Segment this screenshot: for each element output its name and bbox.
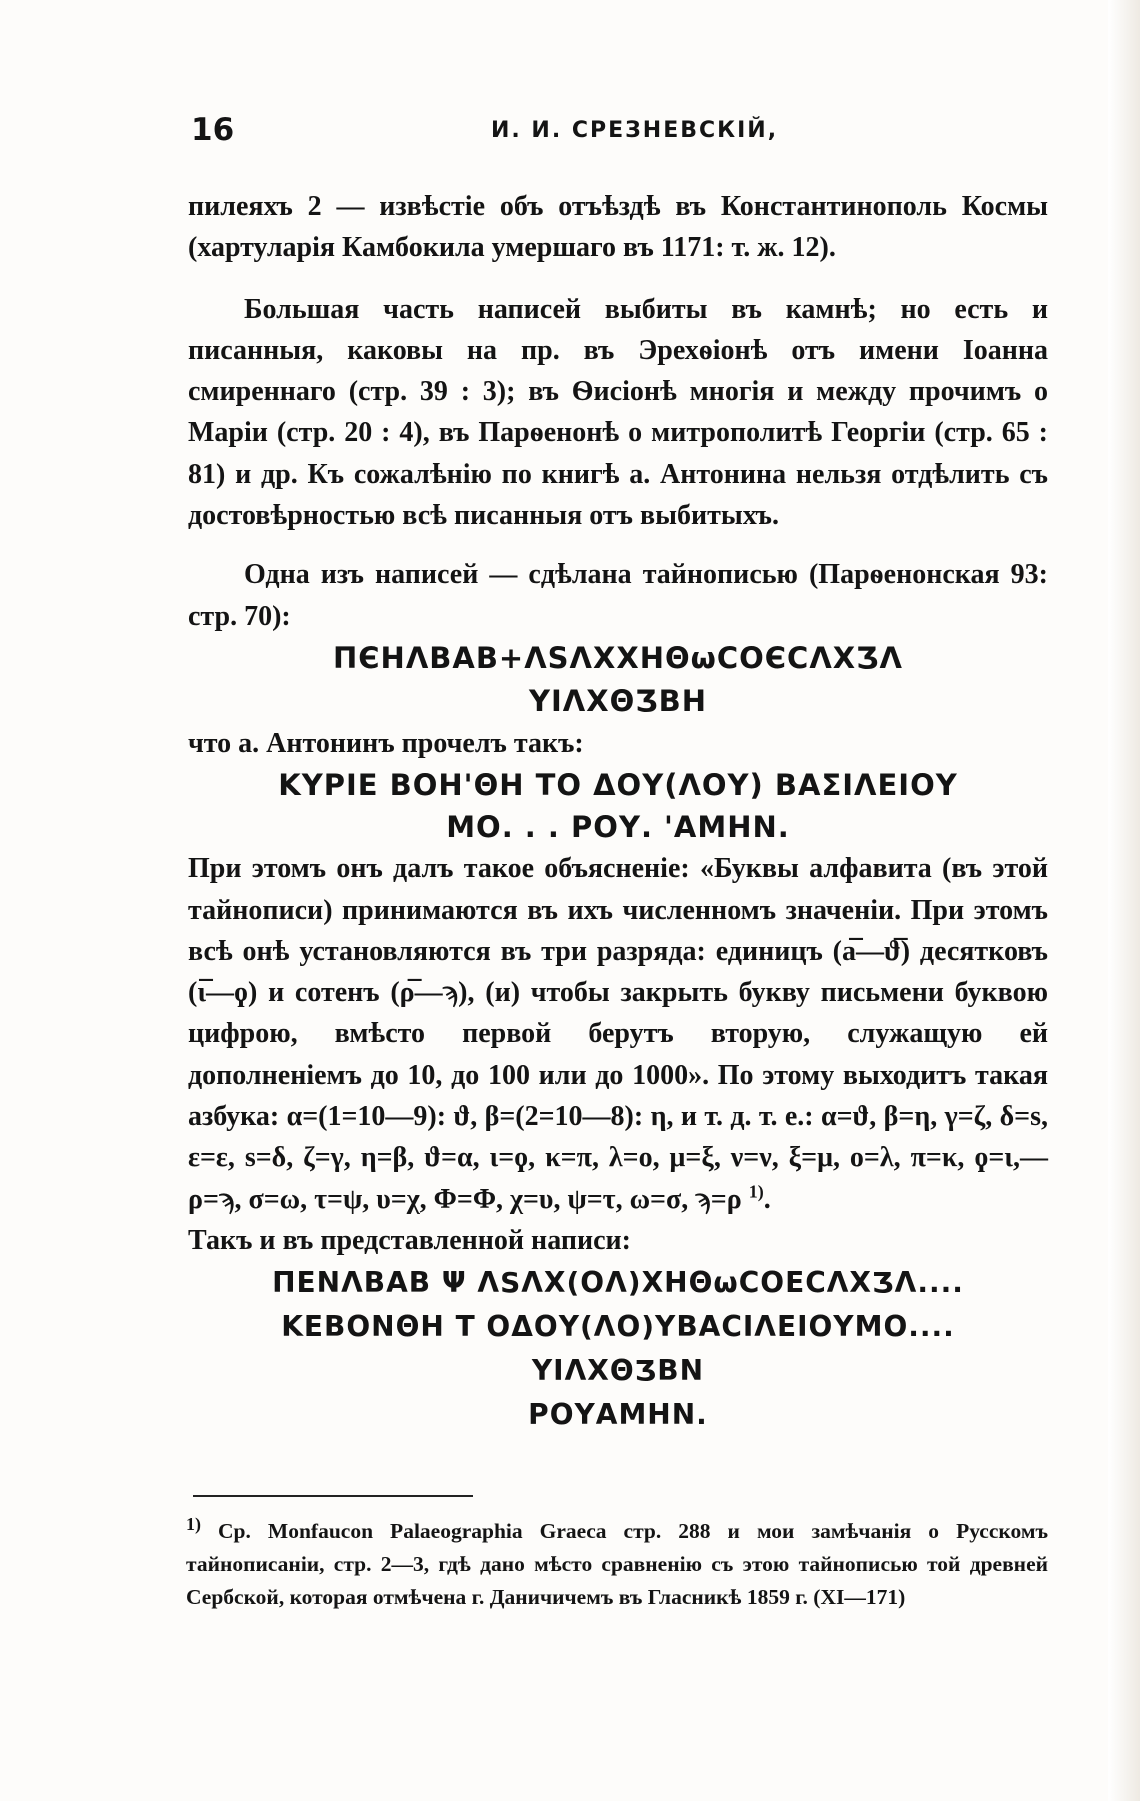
paragraph-6: Такъ и въ представленной написи:	[188, 1224, 631, 1256]
paragraph-5	[188, 848, 1048, 1220]
reading-line-2: ΜΟ. . . ΡΟΥ. 'ΑΜΗΝ.	[446, 810, 790, 845]
main-text	[188, 186, 1048, 1437]
page-header	[191, 112, 1046, 158]
paragraph-5-text: При этомъ онъ далъ такое объясненіе: «Буквы алфавита (въ этой тайнописи) принимаются въ ихъ численномъ значеніи. При этомъ всѣ онѣ установляются въ три разряда: единицъ (а̅—ϑ̅) десятковъ (ι̅—ϙ) и сотенъ (ρ̅—ϡ), (и) чтобы закрыть букву письмени буквою цифрою, вмѣсто первой берутъ вторую, служащую ей дополненіемъ до 10, до 100 или до 1000». По этому выходитъ такая азбука: α=(1=10—9): ϑ, β=(2=10—8): η, и т. д. т. е.: α=ϑ, β=η, γ=ζ, δ=ѕ, ε=ε, ѕ=δ, ζ=γ, η=β, ϑ=α, ι=ϙ, κ=π, λ=ο, μ=ξ, ν=ν, ξ=μ, ο=λ, π=κ, ϙ=ι,— ρ=ϡ, σ=ω, τ=ψ, υ=χ, Φ=Φ, χ=υ, ψ=τ, ω=σ, ϡ=ρ	[188, 853, 1048, 1215]
paragraph-5-end: .	[763, 1183, 771, 1215]
antonin-reading	[188, 764, 1048, 848]
decoded-line-3: ΥΙΛΧΘƷΒΝ	[531, 1354, 705, 1388]
footnote-divider	[193, 1495, 473, 1497]
decoded-line-2: ΚΕΒΟΝΘΗ Τ ΟΔΟΥ(ΛΟ)ΥΒΑϹΙΛΕΙΟΥΜΟ....	[281, 1310, 955, 1344]
decoded-line-1: ΠΕΝΛΒΑΒ Ψ ΛSΛΧ(ΟΛ)ΧΗΘωϹΟΕϹΛΧƷΛ....	[272, 1266, 964, 1300]
paragraph-2: Большая часть написей выбиты въ камнѣ; но есть и писанныя, каковы на пр. въ Эрехѳіонѣ отъ имени Іоанна смиреннаго (стр. 39 : 3); въ Ѳисіонѣ многія и между прочимъ о Маріи (стр. 20 : 4), въ Парѳенонѣ о митрополитѣ Георгіи (стр. 65 : 81) и др. Къ сожалѣнію по книгѣ а. Антонина нельзя отдѣлить съ достовѣрностью всѣ писанныя отъ выбитыхъ.	[188, 293, 1048, 532]
footnote-mark: 1)	[186, 1513, 201, 1534]
page-edge-shadow	[1108, 0, 1140, 1801]
cipher-inscription	[188, 637, 1048, 723]
footnote-reference: 1)	[748, 1181, 764, 1202]
cipher-line-1: ПЄНΛВАВ+ΛЅΛХХНΘωϹΟЄϹΛХƷΛ	[333, 640, 903, 675]
cipher-line-2: ΥΙΛХΘƷВН	[528, 683, 708, 718]
running-head: И. И. СРЕЗНЕВСКІЙ,	[491, 118, 779, 143]
footnote	[186, 1515, 1048, 1614]
footnote-text: Ср. Monfaucon Palaeographia Graeca стр. 288 и мои замѣчанія о Русскомъ тайнописаніи, стр. 2—3, гдѣ дано мѣсто сравненію съ этою тайнописью той древней Сербской, которая отмѣчена г. Даничичемъ въ Гласникѣ 1859 г. (XI—171)	[186, 1519, 1049, 1609]
decoded-inscription	[188, 1261, 1048, 1437]
paragraph-4: что а. Антонинъ прочелъ такъ:	[188, 727, 584, 759]
page-number: 16	[191, 112, 235, 148]
paragraph-3: Одна изъ написей — сдѣлана тайнописью (Парѳенонская 93: стр. 70):	[188, 559, 1048, 632]
reading-line-1: ΚΥΡΙΕ ΒΟΗ'ΘΗ ΤΟ ΔΟΥ(ΛΟΥ) ΒΑΣΙΛΕΙΟΥ	[278, 768, 958, 803]
paragraph-1: пилеяхъ 2 — извѣстіе объ отъѣздѣ въ Константинополь Космы (хартуларія Камбокила умершаго въ 1171: т. ж. 12).	[188, 191, 1048, 264]
decoded-line-4: ΡΟΥΑΜΗΝ.	[528, 1398, 708, 1432]
